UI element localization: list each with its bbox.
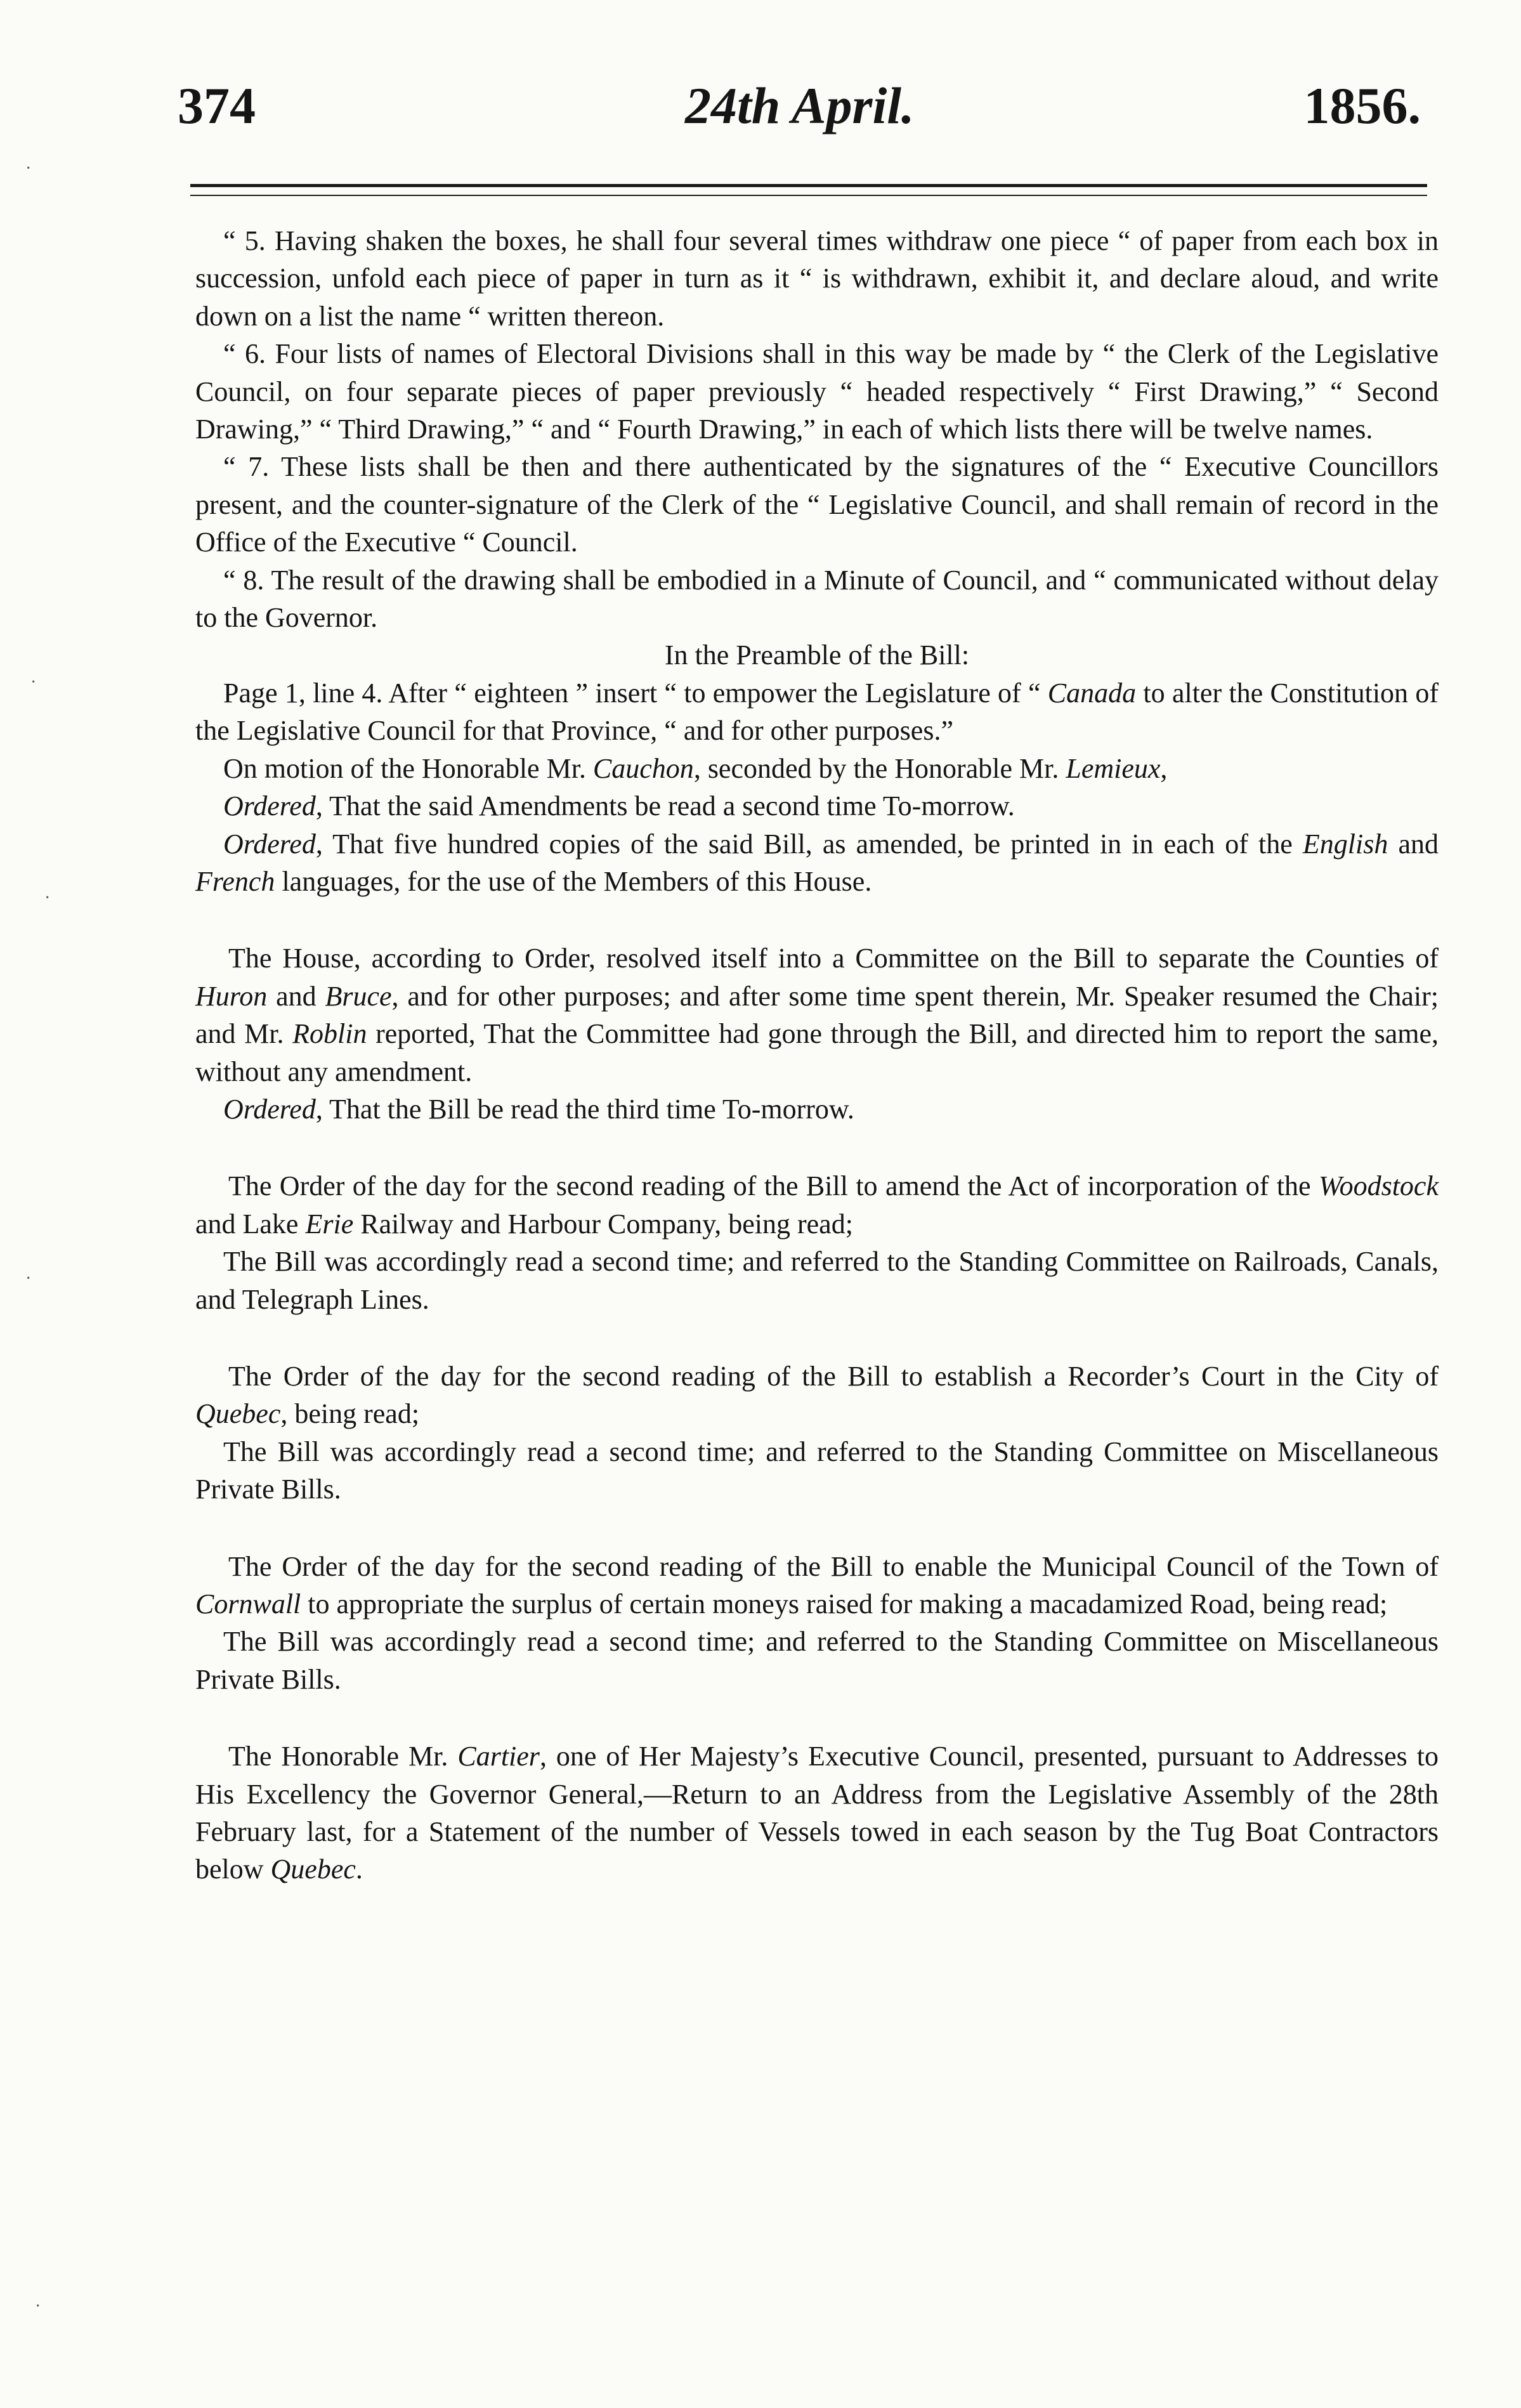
margin-speck: · xyxy=(44,888,51,908)
page-date: 24th April. xyxy=(685,77,915,134)
clause-7: “ 7. These lists shall be then and there authenticated by the signatures of the “ Executive Councillors present, and the counter-signature of the Clerk of the “ Legislative Council, and shall remain of record in the Office of the Executive “ Council. xyxy=(195,451,1439,558)
header-rule-thin xyxy=(190,195,1427,196)
woodstock-order: The Order of the day for the second reading of the Bill to amend the Act of incorporation of the Woodstock and Lake Erie Railway and Harbour Company, being read; xyxy=(195,1170,1439,1240)
clause-6: “ 6. Four lists of names of Electoral Divisions shall in this way be made by “ the Clerk of the Legislative Council, on four separate pieces of paper previously “ headed respectively “ First Drawing,” “ Second Drawing,” “ Third Drawing,” “ and “ Fourth Drawing,” in each of which lists there will be twelve names. xyxy=(195,338,1439,445)
header-rule xyxy=(190,184,1427,187)
preamble-heading: In the Preamble of the Bill: xyxy=(664,639,970,671)
margin-speck: · xyxy=(25,159,32,178)
cornwall-order: The Order of the day for the second reading of the Bill to enable the Municipal Council of the Town of Cornwall to appropriate the surplus of certain moneys raised for making a macadamized Road, being read; xyxy=(195,1550,1439,1620)
margin-speck: · xyxy=(30,672,37,692)
cartier-return: The Honorable Mr. Cartier, one of Her Majesty’s Executive Council, presented, pursuant to Addresses to His Excellency the Governor General,—Return to an Address from the Legislative Assembly of the 28th February last, for a Statement of the number of Vessels towed in each season by the Tug Boat Contractors below Quebec. xyxy=(195,1741,1439,1885)
ordered-printing: Ordered, That five hundred copies of the said Bill, as amended, be printed in in each of the English and French languages, for the use of the Members of this House. xyxy=(195,828,1439,897)
quebec-referral: The Bill was accordingly read a second time; and referred to the Standing Committee on Miscellaneous Private Bills. xyxy=(195,1436,1439,1505)
journal-body xyxy=(195,222,1439,1888)
page-header xyxy=(171,76,1433,146)
clause-8: “ 8. The result of the drawing shall be embodied in a Minute of Council, and “ communicated without delay to the Governor. xyxy=(195,564,1439,634)
clause-5: “ 5. Having shaken the boxes, he shall four several times withdraw one piece “ of paper from each box in succession, unfold each piece of paper in turn as it “ is withdrawn, exhibit it, and declare aloud, and write down on a list the name “ written thereon. xyxy=(195,225,1439,332)
ordered-second-reading: Ordered, That the said Amendments be read a second time To-morrow. xyxy=(223,790,1015,822)
house-committee-paragraph: The House, according to Order, resolved itself into a Committee on the Bill to separate the Counties of Huron and Bruce, and for other purposes; and after some time spent therein, Mr. Speaker resumed the Chair; and Mr. Roblin reported, That the Committee had gone through the Bill, and directed him to report the same, without any amendment. xyxy=(195,943,1439,1087)
ordered-third-reading: Ordered, That the Bill be read the third time To-morrow. xyxy=(223,1093,854,1125)
page-year: 1856. xyxy=(1303,77,1421,134)
quebec-order: The Order of the day for the second reading of the Bill to establish a Recorder’s Court in the City of Quebec, being read; xyxy=(195,1360,1439,1430)
margin-speck: · xyxy=(35,2296,41,2316)
cornwall-referral: The Bill was accordingly read a second time; and referred to the Standing Committee on Miscellaneous Private Bills. xyxy=(195,1626,1439,1695)
page-number: 374 xyxy=(178,77,256,134)
preamble-amendment: Page 1, line 4. After “ eighteen ” insert “ to empower the Legislature of “ Canada to alter the Constitution of the Legislative Council for that Province, “ and for other purposes.” xyxy=(195,677,1439,747)
margin-speck: · xyxy=(25,1269,32,1288)
woodstock-referral: The Bill was accordingly read a second time; and referred to the Standing Committee on Railroads, Canals, and Telegraph Lines. xyxy=(195,1246,1439,1315)
motion-paragraph: On motion of the Honorable Mr. Cauchon, seconded by the Honorable Mr. Lemieux, xyxy=(223,752,1168,784)
